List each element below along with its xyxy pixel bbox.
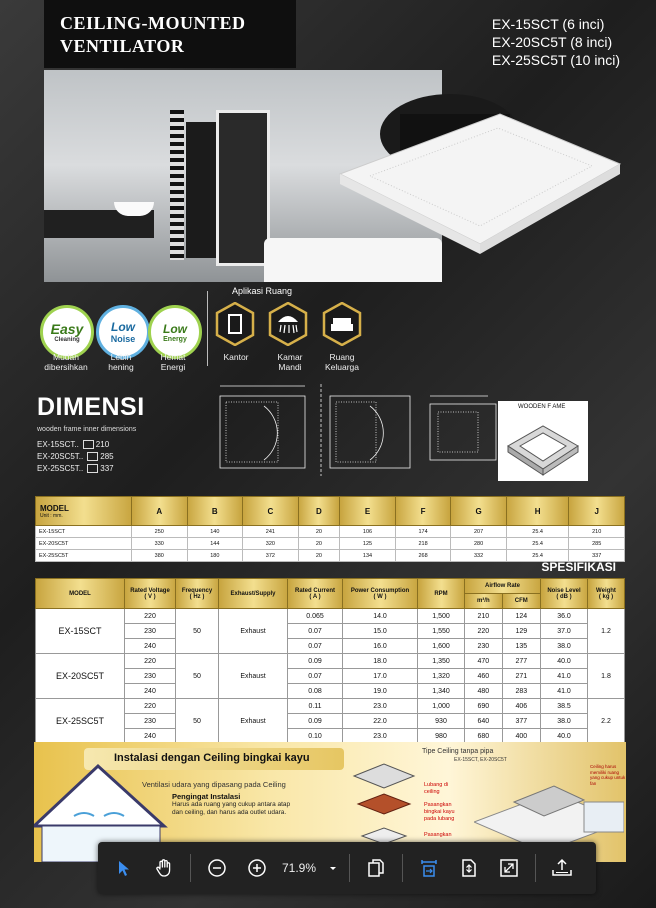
table-row: EX-25SC5T 380 180 372 20 134 268 332 25.4 337 bbox=[36, 550, 625, 562]
ceiling-type: Tipe Ceiling tanpa pipa bbox=[422, 748, 494, 755]
select-tool-button[interactable] bbox=[104, 848, 144, 888]
caret-down-icon bbox=[328, 863, 338, 873]
toolbar-separator bbox=[402, 854, 403, 882]
copy-pages-icon bbox=[366, 858, 386, 878]
table-header: MODEL Unit : mm. bbox=[36, 497, 132, 526]
office-door-icon bbox=[215, 302, 255, 346]
table-header: A bbox=[132, 497, 188, 526]
zoom-out-icon bbox=[207, 858, 227, 878]
feature-label: Mudah dibersihkan bbox=[44, 352, 88, 372]
table-row: EX-20SC5T 220 50 Exhaust 0.09 18.0 1,350 470 277 40.0 1.8 bbox=[36, 654, 625, 669]
easy-cleaning-icon: Easy Cleaning bbox=[40, 305, 94, 359]
table-header: Rated Voltage ( V ) bbox=[125, 579, 176, 609]
hand-icon bbox=[154, 858, 174, 878]
expand-icon bbox=[499, 858, 519, 878]
toolbar-separator bbox=[535, 854, 536, 882]
model-line: EX-25SC5T (10 inci) bbox=[491, 52, 620, 68]
table-row: 240 0.10 23.0 980 680 400 40.0 bbox=[36, 729, 625, 744]
fit-width-icon bbox=[419, 858, 439, 878]
model-line: EX-20SC5T (8 inci) bbox=[491, 34, 613, 50]
zoom-in-button[interactable] bbox=[237, 848, 277, 888]
copy-button[interactable] bbox=[356, 848, 396, 888]
table-row: EX-20SC5T 330 144 320 20 125 218 280 25.4 285 bbox=[36, 538, 625, 550]
page-title: CEILING-MOUNTED VENTILATOR bbox=[60, 13, 246, 56]
table-row: 230 0.07 15.0 1,550 220 129 37.0 bbox=[36, 624, 625, 639]
application-label: Kamar Mandi bbox=[277, 352, 303, 372]
table-row: 240 0.07 16.0 1,600 230 135 38.0 bbox=[36, 639, 625, 654]
zoom-level: 71.9% bbox=[281, 861, 317, 875]
table-header: Noise Level ( dB ) bbox=[541, 579, 588, 609]
toolbar-separator bbox=[190, 854, 191, 882]
table-header: E bbox=[340, 497, 396, 526]
reminder-title: Pengingat Instalasi bbox=[172, 792, 241, 801]
table-row: EX-15SCT 250 140 241 20 106 174 207 25.4 210 bbox=[36, 526, 625, 538]
table-header: Airflow Rate bbox=[465, 579, 541, 594]
zoom-level-dropdown[interactable] bbox=[277, 848, 343, 888]
toolbar-separator bbox=[349, 854, 350, 882]
table-header: Rated Current ( A ) bbox=[288, 579, 343, 609]
viewer-toolbar bbox=[98, 842, 596, 894]
fit-page-button[interactable] bbox=[449, 848, 489, 888]
doorway bbox=[216, 110, 270, 266]
fit-page-icon bbox=[459, 858, 479, 878]
table-row: EX-15SCT 220 50 Exhaust 0.065 14.0 1,500 210 124 36.0 1.2 bbox=[36, 609, 625, 624]
spec-heading: SPESIFIKASI bbox=[541, 560, 616, 574]
low-energy-icon: Low Energy bbox=[148, 305, 202, 359]
zoom-in-icon bbox=[247, 858, 267, 878]
dimension-row: EX-15SCT.. 210 bbox=[37, 440, 110, 449]
table-header: MODEL bbox=[36, 579, 125, 609]
install-desc: Ventilasi udara yang dipasang pada Ceiling bbox=[142, 780, 286, 789]
table-header: Weight ( kg ) bbox=[588, 579, 625, 609]
ventilator-product-image bbox=[330, 94, 626, 254]
table-header: Exhaust/Supply bbox=[219, 579, 288, 609]
fullscreen-button[interactable] bbox=[489, 848, 529, 888]
frame-sketch bbox=[498, 411, 588, 481]
wall-stripe bbox=[170, 110, 184, 260]
shower-icon bbox=[268, 302, 308, 346]
wooden-frame-diagram: WOODEN F AME bbox=[498, 401, 588, 481]
dimension-row: EX-20SC5T.. 285 bbox=[37, 452, 114, 461]
pointer-icon bbox=[115, 859, 133, 877]
fit-width-button[interactable] bbox=[409, 848, 449, 888]
table-row: EX-25SC5T 220 50 Exhaust 0.11 23.0 1,000 690 406 38.5 2.2 bbox=[36, 699, 625, 714]
table-row: 230 0.07 17.0 1,320 460 271 41.0 bbox=[36, 669, 625, 684]
sofa-icon bbox=[322, 302, 362, 346]
low-noise-icon: Low Noise bbox=[96, 305, 150, 359]
install-step: Lubang di ceiling bbox=[424, 782, 449, 795]
right-note: Ceiling harus memiliki ruang yang cukup untuk fan bbox=[590, 764, 626, 786]
upload-tray-icon bbox=[551, 858, 573, 878]
table-row: 240 0.08 19.0 1,340 480 283 41.0 bbox=[36, 684, 625, 699]
application-label: Ruang Keluarga bbox=[324, 352, 360, 372]
table-header: F bbox=[395, 497, 451, 526]
spec-table bbox=[35, 578, 625, 744]
feature-label: Hemat Energi bbox=[160, 352, 186, 372]
install-steps-diagram bbox=[344, 756, 424, 856]
model-list bbox=[492, 15, 620, 69]
install-step: Pasangkan bingkai kayu pada lubang bbox=[424, 802, 455, 822]
table-header: RPM bbox=[418, 579, 465, 609]
table-header: Frequency ( Hz ) bbox=[176, 579, 219, 609]
table-header: H bbox=[506, 497, 569, 526]
table-header: C bbox=[243, 497, 299, 526]
application-label: Kantor bbox=[223, 352, 249, 362]
dimensions-heading: DIMENSI bbox=[37, 393, 145, 421]
table-header: m³/h bbox=[465, 594, 503, 609]
applications-title: Aplikasi Ruang bbox=[232, 286, 293, 296]
pan-tool-button[interactable] bbox=[144, 848, 184, 888]
zoom-out-button[interactable] bbox=[197, 848, 237, 888]
table-header: G bbox=[451, 497, 507, 526]
table-header: B bbox=[187, 497, 243, 526]
model-line: EX-15SCT (6 inci) bbox=[491, 16, 605, 32]
feature-label: Lebih hening bbox=[108, 352, 134, 372]
dimension-row: EX-25SC5T.. 337 bbox=[37, 464, 114, 473]
install-step: Pasangkan bbox=[424, 832, 452, 838]
share-button[interactable] bbox=[542, 848, 582, 888]
table-header: J bbox=[569, 497, 625, 526]
ceiling-models: EX-15SCT, EX-20SC5T bbox=[454, 757, 507, 763]
install-heading: Instalasi dengan Ceiling bingkai kayu bbox=[114, 752, 310, 764]
reminder-text: Harus ada ruang yang cukup antara atap dan ceiling, dan harus ada outlet udara. bbox=[172, 801, 291, 816]
table-row: 230 0.09 22.0 930 640 377 38.0 bbox=[36, 714, 625, 729]
dimensions-sub: wooden frame inner dimensions bbox=[37, 426, 137, 433]
dimension-table bbox=[35, 496, 625, 562]
table-header: D bbox=[298, 497, 340, 526]
table-header: CFM bbox=[502, 594, 540, 609]
table-header: Power Consumption ( W ) bbox=[343, 579, 418, 609]
divider bbox=[207, 291, 208, 366]
